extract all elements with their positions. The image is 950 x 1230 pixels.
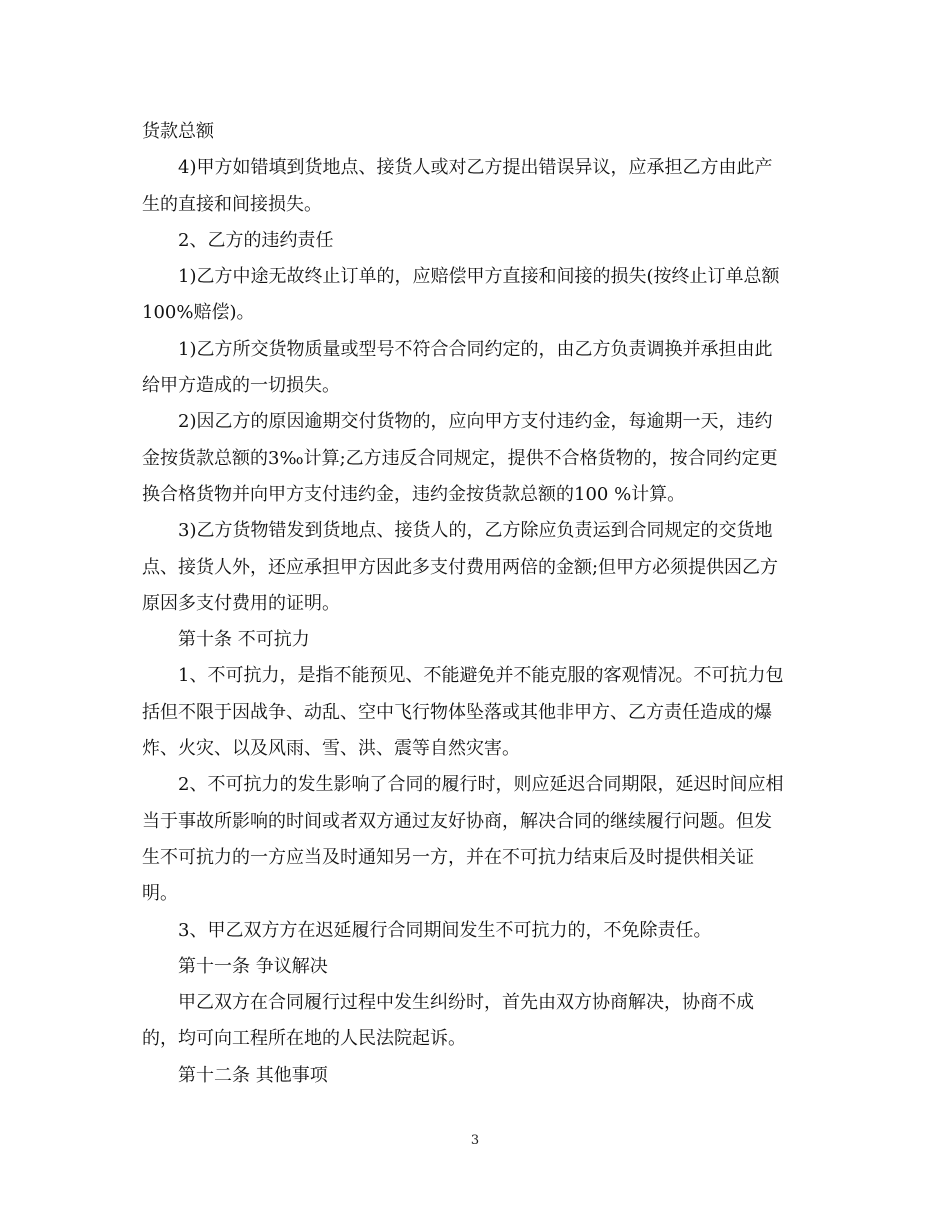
text-line: 当于事故所影响的时间或者双方通过友好协商，解决合同的继续履行问题。但发 xyxy=(142,810,772,832)
text-line: 甲乙双方在合同履行过程中发生纠纷时，首先由双方协商解决，协商不成 xyxy=(178,992,754,1014)
text-line: 4)甲方如错填到货地点、接货人或对乙方提出错误异议，应承担乙方由此产 xyxy=(178,157,773,179)
text-line: 换合格货物并向甲方支付违约金，违约金按货款总额的100 %计算。 xyxy=(142,483,686,505)
text-line: 原因多支付费用的证明。 xyxy=(142,592,340,614)
text-line: 2、乙方的违约责任 xyxy=(178,229,334,251)
text-line: 1)乙方中途无故终止订单的，应赔偿甲方直接和间接的损失(按终止订单总额 xyxy=(178,266,780,288)
text-line: 1、不可抗力，是指不能预见、不能避免并不能克服的客观情况。不可抗力包 xyxy=(178,665,784,687)
text-line: 3、甲乙双方方在迟延履行合同期间发生不可抗力的，不免除责任。 xyxy=(178,919,712,941)
text-line: 第十二条 其他事项 xyxy=(178,1064,328,1086)
text-line: 2、不可抗力的发生影响了合同的履行时，则应延迟合同期限，延迟时间应相 xyxy=(178,774,784,796)
page-number: 3 xyxy=(470,1133,480,1148)
text-line: 100%赔偿)。 xyxy=(142,302,255,324)
text-line: 点、接货人外，还应承担甲方因此多支付费用两倍的金额;但甲方必须提供因乙方 xyxy=(142,556,779,578)
text-line: 生不可抗力的一方应当及时通知另一方，并在不可抗力结束后及时提供相关证 xyxy=(142,846,754,868)
text-line: 货款总额 xyxy=(142,121,214,142)
text-line: 2)因乙方的原因逾期交付货物的，应向甲方支付违约金，每逾期一天，违约 xyxy=(178,411,773,433)
text-line: 括但不限于因战争、动乱、空中飞行物体坠落或其他非甲方、乙方责任造成的爆 xyxy=(142,701,772,723)
text-line: 的，均可向工程所在地的人民法院起诉。 xyxy=(142,1028,466,1050)
text-line: 1)乙方所交货物质量或型号不符合合同约定的，由乙方负责调换并承担由此 xyxy=(178,338,773,360)
text-line: 生的直接和间接损失。 xyxy=(142,193,322,215)
text-line: 3)乙方货物错发到货地点、接货人的，乙方除应负责运到合同规定的交货地 xyxy=(178,520,773,542)
document-body xyxy=(142,114,810,1094)
text-line: 金按货款总额的3‰计算;乙方违反合同规定，提供不合格货物的，按合同约定更 xyxy=(142,447,778,469)
text-line: 明。 xyxy=(142,883,178,905)
text-line: 炸、火灾、以及风雨、雪、洪、震等自然灾害。 xyxy=(142,738,520,760)
text-line: 第十一条 争议解决 xyxy=(178,955,328,977)
text-line: 给甲方造成的一切损失。 xyxy=(142,375,340,397)
text-line: 第十条 不可抗力 xyxy=(178,629,310,651)
